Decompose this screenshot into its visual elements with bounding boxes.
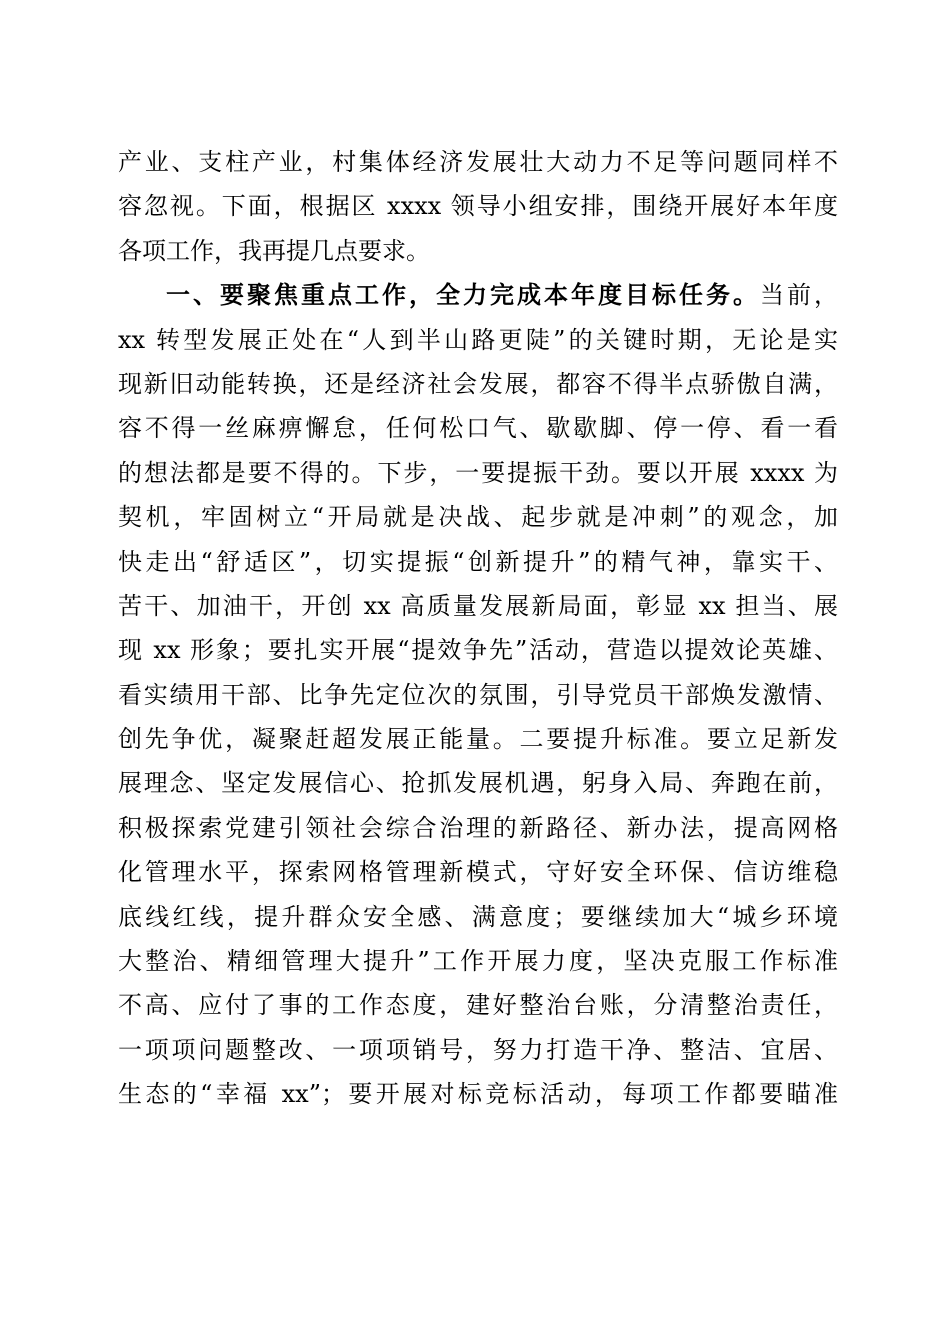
text-line: 容忽视。下面，根据区 xxxx 领导小组安排，围绕开展好本年度 (118, 192, 838, 221)
text-line: 大整治、精细管理大提升”工作开展力度，坚决克服工作标准 (118, 947, 838, 976)
text-line: 积极探索党建引领社会综合治理的新路径、新办法，提高网格 (118, 813, 838, 842)
text-line: 现新旧动能转换，还是经济社会发展，都容不得半点骄傲自满， (118, 369, 838, 398)
text-line: 容不得一丝麻痹懈怠，任何松口气、歇歇脚、停一停、看一看 (118, 414, 838, 443)
text-line: xx 转型发展正处在“人到半山路更陡”的关键时期，无论是实 (118, 325, 838, 354)
text-line: 各项工作，我再提几点要求。 (118, 236, 430, 265)
text-line: 产业、支柱产业，村集体经济发展壮大动力不足等问题同样不 (118, 148, 838, 176)
text-line: 化管理水平，探索网格管理新模式，守好安全环保、信访维稳 (118, 858, 838, 887)
text-line: 生态的“幸福 xx”；要开展对标竞标活动，每项工作都要瞄准 (118, 1080, 838, 1109)
text-line: 快走出“舒适区”，切实提振“创新提升”的精气神，靠实干、 (118, 547, 838, 576)
text-line: 苦干、加油干，开创 xx 高质量发展新局面，彰显 xx 担当、展 (118, 591, 838, 620)
section-heading: 一、要聚焦重点工作，全力完成本年度目标任务。 (166, 280, 760, 310)
text-line: 底线红线，提升群众安全感、满意度；要继续加大“城乡环境 (118, 902, 838, 931)
text-line: 展理念、坚定发展信心、抢抓发展机遇，躬身入局、奔跑在前， (118, 769, 838, 798)
text-line: 现 xx 形象；要扎实开展“提效争先”活动，营造以提效论英雄、 (118, 636, 838, 665)
section-heading-line (118, 273, 838, 317)
heading-tail-text: 当前， (760, 281, 838, 310)
text-line (118, 1117, 838, 1161)
text-line: 的想法都是要不得的。下步，一要提振干劲。要以开展 xxxx 为 (118, 458, 838, 487)
text-line: 一项项问题整改、一项项销号，努力打造干净、整洁、宜居、 (118, 1035, 838, 1064)
text-line: 契机，牢固树立“开局就是决战、起步就是冲刺”的观念，加 (118, 503, 838, 532)
document-body (118, 140, 838, 1161)
text-line: 不高、应付了事的工作态度，建好整治台账，分清整治责任， (118, 991, 838, 1020)
text-line: 创先争优，凝聚赶超发展正能量。二要提升标准。要立足新发 (118, 725, 838, 754)
text-line: 看实绩用干部、比争先定位次的氛围，引导党员干部焕发激情、 (118, 680, 838, 709)
